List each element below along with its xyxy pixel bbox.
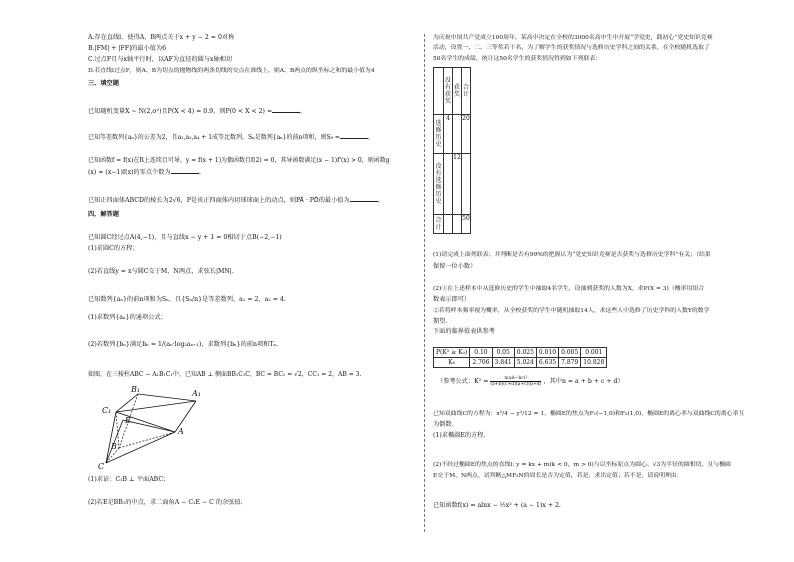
question-18-stem: 已知数列{aₙ}的前n项和为Sₙ，且{Sₙ/n}是等差数列，a₁ = 2，a₂ = 4. [88, 296, 286, 303]
label-b: B [111, 442, 117, 451]
critical-cell: 5.024 [514, 358, 536, 368]
question-20-part2-c: ②若将样本频率视为概率，从全校获奖的学生中随机抽取14人，求这些人中选修了历史学科的人数Y的数学 [433, 308, 710, 314]
question-18-part1: (1)求数列{aₙ}的通项公式； [88, 314, 167, 321]
row-label-total: 合计 [434, 215, 444, 234]
question-17-stem: 已知圆C经过点A(4,−1)，且与直线x − y + 1 = 0相切于点B(−2,−1) [88, 234, 282, 241]
critical-row-probability [434, 348, 607, 358]
question-20-stem-3: 50名学生的成绩，统计这50名学生的获奖情况得到如下列联表： [433, 56, 602, 62]
label-a1: A₁ [192, 389, 201, 398]
table-cell [444, 215, 453, 234]
question-16 [88, 195, 384, 205]
question-21-stem-2: 为倒数. [433, 421, 454, 428]
table-cell: 4 [444, 115, 453, 154]
prism-figure [94, 383, 204, 471]
contingency-table [433, 67, 471, 234]
critical-row-k0 [434, 358, 607, 368]
question-22-stem: 已知函数f(x) = alnx − ½x² + (a − 1)x + 2. [433, 502, 561, 509]
question-14 [88, 132, 374, 142]
question-20-stem-2: 活动，设置一、二、三等奖若干名，为了解学生的获奖情况与选修历史学科之间的关系，在全校随机选取了 [433, 45, 710, 51]
critical-cell: 7.879 [559, 358, 581, 368]
right-column [433, 0, 794, 562]
option-c: C.过点F且与x轴平行时，以AF为直径的圆与x轴相切 [88, 56, 233, 63]
header-total: 合计 [462, 68, 471, 115]
critical-cell: 2.706 [470, 358, 492, 368]
left-column [88, 0, 418, 562]
table-row [434, 154, 471, 215]
question-14-text: 已知等差数列{aₙ}的公差为2，且a₁,a₂,a₄ + 1成等比数列，Sₙ是数列{aₙ}的前n项和，则S₈ = [88, 134, 340, 141]
critical-cell: 0.005 [559, 348, 581, 358]
table-cell: 20 [462, 115, 471, 154]
question-13-text: 已知随机变量X ~ N(2,σ²)且P(X < 4) = 0.9，则P(0 < X < 2) = [88, 108, 273, 115]
answer-blank-15[interactable] [171, 167, 199, 174]
row-label-no-history: 没有选修历史 [434, 154, 444, 215]
question-21-part1: (1)求椭圆E的方程. [433, 432, 486, 439]
table-cell [453, 115, 462, 154]
critical-cell: 0.010 [536, 348, 558, 358]
critical-value-table [433, 347, 607, 368]
formula-prefix: （参考公式：K² = [437, 378, 489, 385]
question-15-end: 。 [198, 169, 205, 176]
question-20-stem-1: 为庆祝中国共产党成立100周年，某高中决定在全校的3000名高中生中开展“学党史，践初心”党史知识竞赛 [433, 35, 713, 41]
table-row [434, 215, 471, 234]
question-17-part1: (1)求圆C的方程； [88, 245, 139, 252]
edge-ba [119, 432, 175, 448]
question-19-part1: (1)求证：C₁B ⊥ 平面ABC； [88, 476, 170, 483]
table-cell [462, 154, 471, 215]
table-row [434, 115, 471, 154]
answer-blank-16[interactable] [350, 195, 378, 202]
edge-b1a1 [138, 394, 196, 401]
table-cell [453, 215, 462, 234]
option-d: D.若直线l过点F，则A、B为切点的抛物线的两条切线的交点在准线上，则A、B两点的纵坐标之和的最小值为4 [88, 68, 375, 74]
label-a: A [178, 427, 184, 436]
critical-cell: 0.001 [581, 348, 607, 358]
table-header-row [434, 68, 471, 115]
question-21-stem-1: 已知双曲线C的方程为：x²/4 − y²/12 = 1，椭圆E的焦点为F₁(−1,0)和F₂(1,0)，椭圆E的离心率与双曲线C的离心率互 [433, 411, 745, 417]
question-20-part1-a: (1)请完成上面列联表；并判断是否有99%的把握认为“党史知识竞赛是否获奖与选修历史学科”有关；（结果 [433, 252, 711, 258]
answer-blank-14[interactable] [340, 132, 368, 139]
question-20-part2-b: 数表示即可） [433, 296, 471, 303]
label-e: E [125, 416, 131, 425]
critical-cell: 0.05 [492, 348, 514, 358]
question-15-text: (x) = (x−1)f(x)的零点个数为 [88, 169, 171, 176]
table-cell: 12 [453, 154, 462, 215]
label-c: C [98, 462, 105, 471]
formula-denominator: (a+b)(c+d)(a+c)(b+d) [490, 382, 542, 387]
question-15-line2 [88, 167, 205, 177]
table-cell: 50 [462, 215, 471, 234]
table-corner [434, 68, 444, 115]
label-b1: B₁ [131, 385, 141, 394]
question-19-stem: 如图，在三棱柱ABC − A₁B₁C₁中，已知AB ⊥ 侧面BB₁C₁C，BC = BC₁ = √2，CC₁ = 2，AB = 3. [88, 371, 362, 378]
question-13-end: 。 [300, 108, 307, 115]
question-16-text: 已知正四面体ABCD的棱长为2√6，P是该正四面体内切球球面上的动点，则PA⃗ · PD⃗的最小值为 [88, 197, 350, 204]
formula-suffix: ，其中n = a + b + c + d） [543, 378, 624, 385]
critical-cell: 0.025 [514, 348, 536, 358]
row-label-history: 选修历史 [434, 115, 444, 154]
critical-cell: 3.841 [492, 358, 514, 368]
answer-blank-13[interactable] [272, 106, 300, 113]
question-15-line1: 已知函数f = f(x)在R上连续且可导，y = f(x + 1)为偶函数且f(2) = 0，其导函数满足(x − 1)f'(x) > 0，则函数g [88, 157, 390, 164]
option-a: A.存在直线l，使得A，B两点关于x + y − 2 = 0对称 [88, 34, 235, 41]
question-20-part1-b: 保留一位小数） [433, 263, 477, 270]
question-17-part2: (2)若直线y = x与圆C交于M、N两点，求弦长|MN|. [88, 268, 234, 275]
header-no-award: 没有获奖 [444, 68, 453, 115]
formula-numerator: n(ad−bc)² [490, 376, 541, 382]
column-divider [424, 34, 425, 532]
critical-cell: 0.10 [470, 348, 492, 358]
critical-row-label: P(K² ≥ K₀) [434, 348, 470, 358]
label-c1: C₁ [102, 406, 112, 415]
critical-cell: 10.828 [581, 358, 607, 368]
question-20-part2-a: (2)①在上述样本中从选修历史的学生中抽取4名学生，设抽到获奖的人数为X，求P(X = 3)（概率用组合 [433, 286, 705, 292]
critical-row-label: K₀ [434, 358, 470, 368]
critical-cell: 6.635 [536, 358, 558, 368]
reference-formula [437, 376, 624, 387]
question-19-part2: (2)若E是BB₁的中点，求二面角A − C₁E − C 的余弦值. [88, 499, 243, 506]
question-18-part2: (2)若数列{bₙ}满足bₙ = 1/(aₙ·log₂aₙ₊₁)，求数列{bₙ}的前n项和Tₙ. [88, 341, 279, 348]
question-20-part2-d: 期望. [433, 318, 448, 325]
option-b: B.|FM| + |FF|的最小值为6 [88, 45, 167, 52]
critical-table-intro: 下面的临界值表供参考 [433, 328, 495, 335]
section-3-heading: 三、填空题 [88, 80, 119, 87]
question-21-part2-a: (2)不经过椭圆E的焦点的直线l: y = kx + m(k < 0，m > 0)与以坐标原点为圆心、√3为半径的圆相切，且与椭圆 [433, 462, 731, 468]
header-award: 获奖 [453, 68, 462, 115]
formula-fraction [490, 376, 541, 387]
question-14-end: 。 [367, 134, 374, 141]
question-13 [88, 106, 306, 116]
table-cell [444, 154, 453, 215]
question-21-part2-b: E交于M、N两点，试判断△MF₂N的周长是否为定值，若是，求出定值；若不是，请说明理由. [433, 473, 679, 479]
edge-c1c [106, 412, 116, 463]
section-4-heading: 四、解答题 [88, 211, 119, 218]
question-16-end: 。 [377, 197, 384, 204]
